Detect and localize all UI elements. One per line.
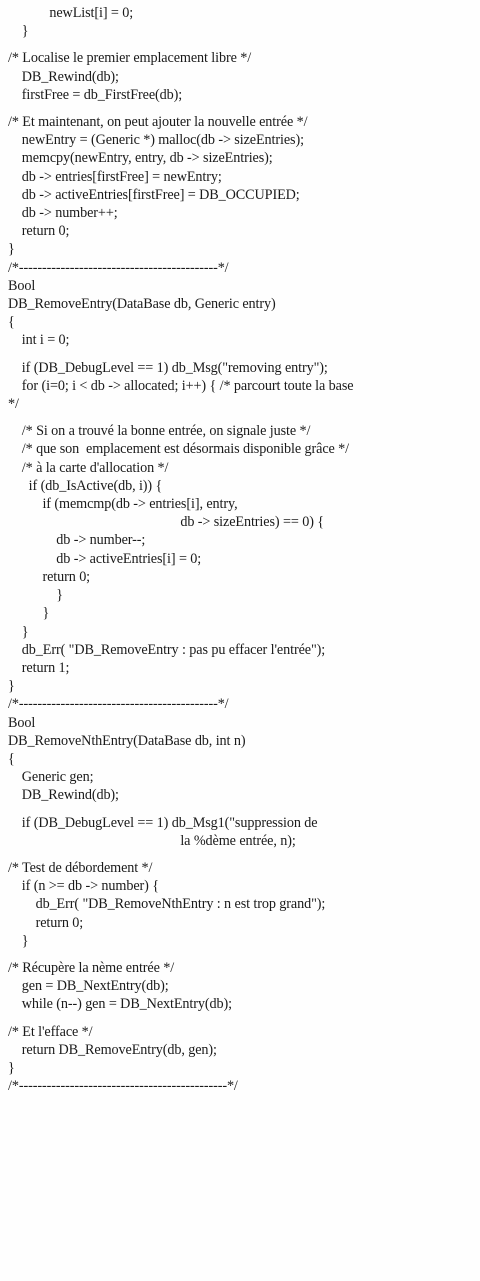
code-line: } xyxy=(8,932,29,949)
code-line: newEntry = (Generic *) malloc(db -> sizeEntries); xyxy=(8,132,304,149)
code-line: db -> activeEntries[firstFree] = DB_OCCUPIED; xyxy=(8,186,300,203)
separator-comment: /*-------------------------------------------*/ xyxy=(8,696,229,713)
code-line: */ xyxy=(8,396,19,413)
code-line: DB_Rewind(db); xyxy=(8,68,119,85)
code-line: db -> number++; xyxy=(8,205,118,222)
code-line: if (DB_DebugLevel == 1) db_Msg1("suppression de xyxy=(8,814,318,831)
code-line: return DB_RemoveEntry(db, gen); xyxy=(8,1041,217,1058)
blank-line xyxy=(8,850,474,859)
code-comment: /* Localise le premier emplacement libre */ xyxy=(8,50,252,67)
code-line: } xyxy=(8,241,15,258)
blank-line xyxy=(8,805,474,814)
code-line: db -> sizeEntries) == 0) { xyxy=(8,514,324,531)
code-line: } xyxy=(8,678,15,695)
code-line: Generic gen; xyxy=(8,769,94,786)
code-line: db -> entries[firstFree] = newEntry; xyxy=(8,168,222,185)
code-line: } xyxy=(8,1059,15,1076)
code-line: return 0; xyxy=(8,568,91,585)
code-line: db_Err( "DB_RemoveEntry : pas pu effacer l'entrée"); xyxy=(8,641,326,658)
code-line: newList[i] = 0; xyxy=(8,5,134,21)
code-line: firstFree = db_FirstFree(db); xyxy=(8,86,183,103)
separator-comment: /*-------------------------------------------*/ xyxy=(8,259,229,276)
function-signature: DB_RemoveEntry(DataBase db, Generic entry) xyxy=(8,296,276,313)
code-comment: /* Test de débordement */ xyxy=(8,859,153,876)
separator-comment: /*---------------------------------------------*/ xyxy=(8,1078,238,1095)
code-line: gen = DB_NextEntry(db); xyxy=(8,978,169,995)
code-line: while (n--) gen = DB_NextEntry(db); xyxy=(8,996,232,1013)
code-line: db_Err( "DB_RemoveNthEntry : n est trop grand"); xyxy=(8,896,326,913)
blank-line xyxy=(8,413,474,422)
code-comment: /* Si on a trouvé la bonne entrée, on signale juste */ xyxy=(8,423,311,440)
blank-line xyxy=(8,104,474,113)
code-comment: /* Récupère la nème entrée */ xyxy=(8,959,175,976)
code-line: { xyxy=(8,314,15,331)
code-line: DB_Rewind(db); xyxy=(8,787,119,804)
blank-line xyxy=(8,350,474,359)
code-comment: /* Et l'efface */ xyxy=(8,1023,93,1040)
code-line: } xyxy=(8,587,63,604)
code-line: int i = 0; xyxy=(8,332,70,349)
code-comment: /* Et maintenant, on peut ajouter la nouvelle entrée */ xyxy=(8,114,308,131)
code-comment: /* à la carte d'allocation */ xyxy=(8,459,169,476)
code-line: { xyxy=(8,750,15,767)
code-line: return 0; xyxy=(8,223,70,240)
code-line: db -> activeEntries[i] = 0; xyxy=(8,550,202,567)
code-line: } xyxy=(8,605,50,622)
code-listing xyxy=(8,4,474,1095)
function-signature: DB_RemoveNthEntry(DataBase db, int n) xyxy=(8,732,246,749)
code-line: if (n >= db -> number) { xyxy=(8,878,159,895)
code-line: memcpy(newEntry, entry, db -> sizeEntries); xyxy=(8,150,273,167)
code-comment: /* que son emplacement est désormais disponible grâce */ xyxy=(8,441,350,458)
code-line: Bool xyxy=(8,277,36,294)
blank-line xyxy=(8,950,474,959)
code-line: return 0; xyxy=(8,914,84,931)
code-line: if (DB_DebugLevel == 1) db_Msg("removing entry"); xyxy=(8,359,328,376)
blank-line xyxy=(8,1014,474,1023)
code-line: } xyxy=(8,623,29,640)
code-line: db -> number--; xyxy=(8,532,146,549)
code-line: Bool xyxy=(8,714,36,731)
code-line: return 1; xyxy=(8,659,70,676)
code-line: if (db_IsActive(db, i)) { xyxy=(8,477,163,494)
blank-line xyxy=(8,40,474,49)
code-line: if (memcmp(db -> entries[i], entry, xyxy=(8,496,238,513)
code-line: } xyxy=(8,23,29,40)
code-line: for (i=0; i < db -> allocated; i++) { /* parcourt toute la base xyxy=(8,377,354,394)
code-line: la %dème entrée, n); xyxy=(8,832,296,849)
